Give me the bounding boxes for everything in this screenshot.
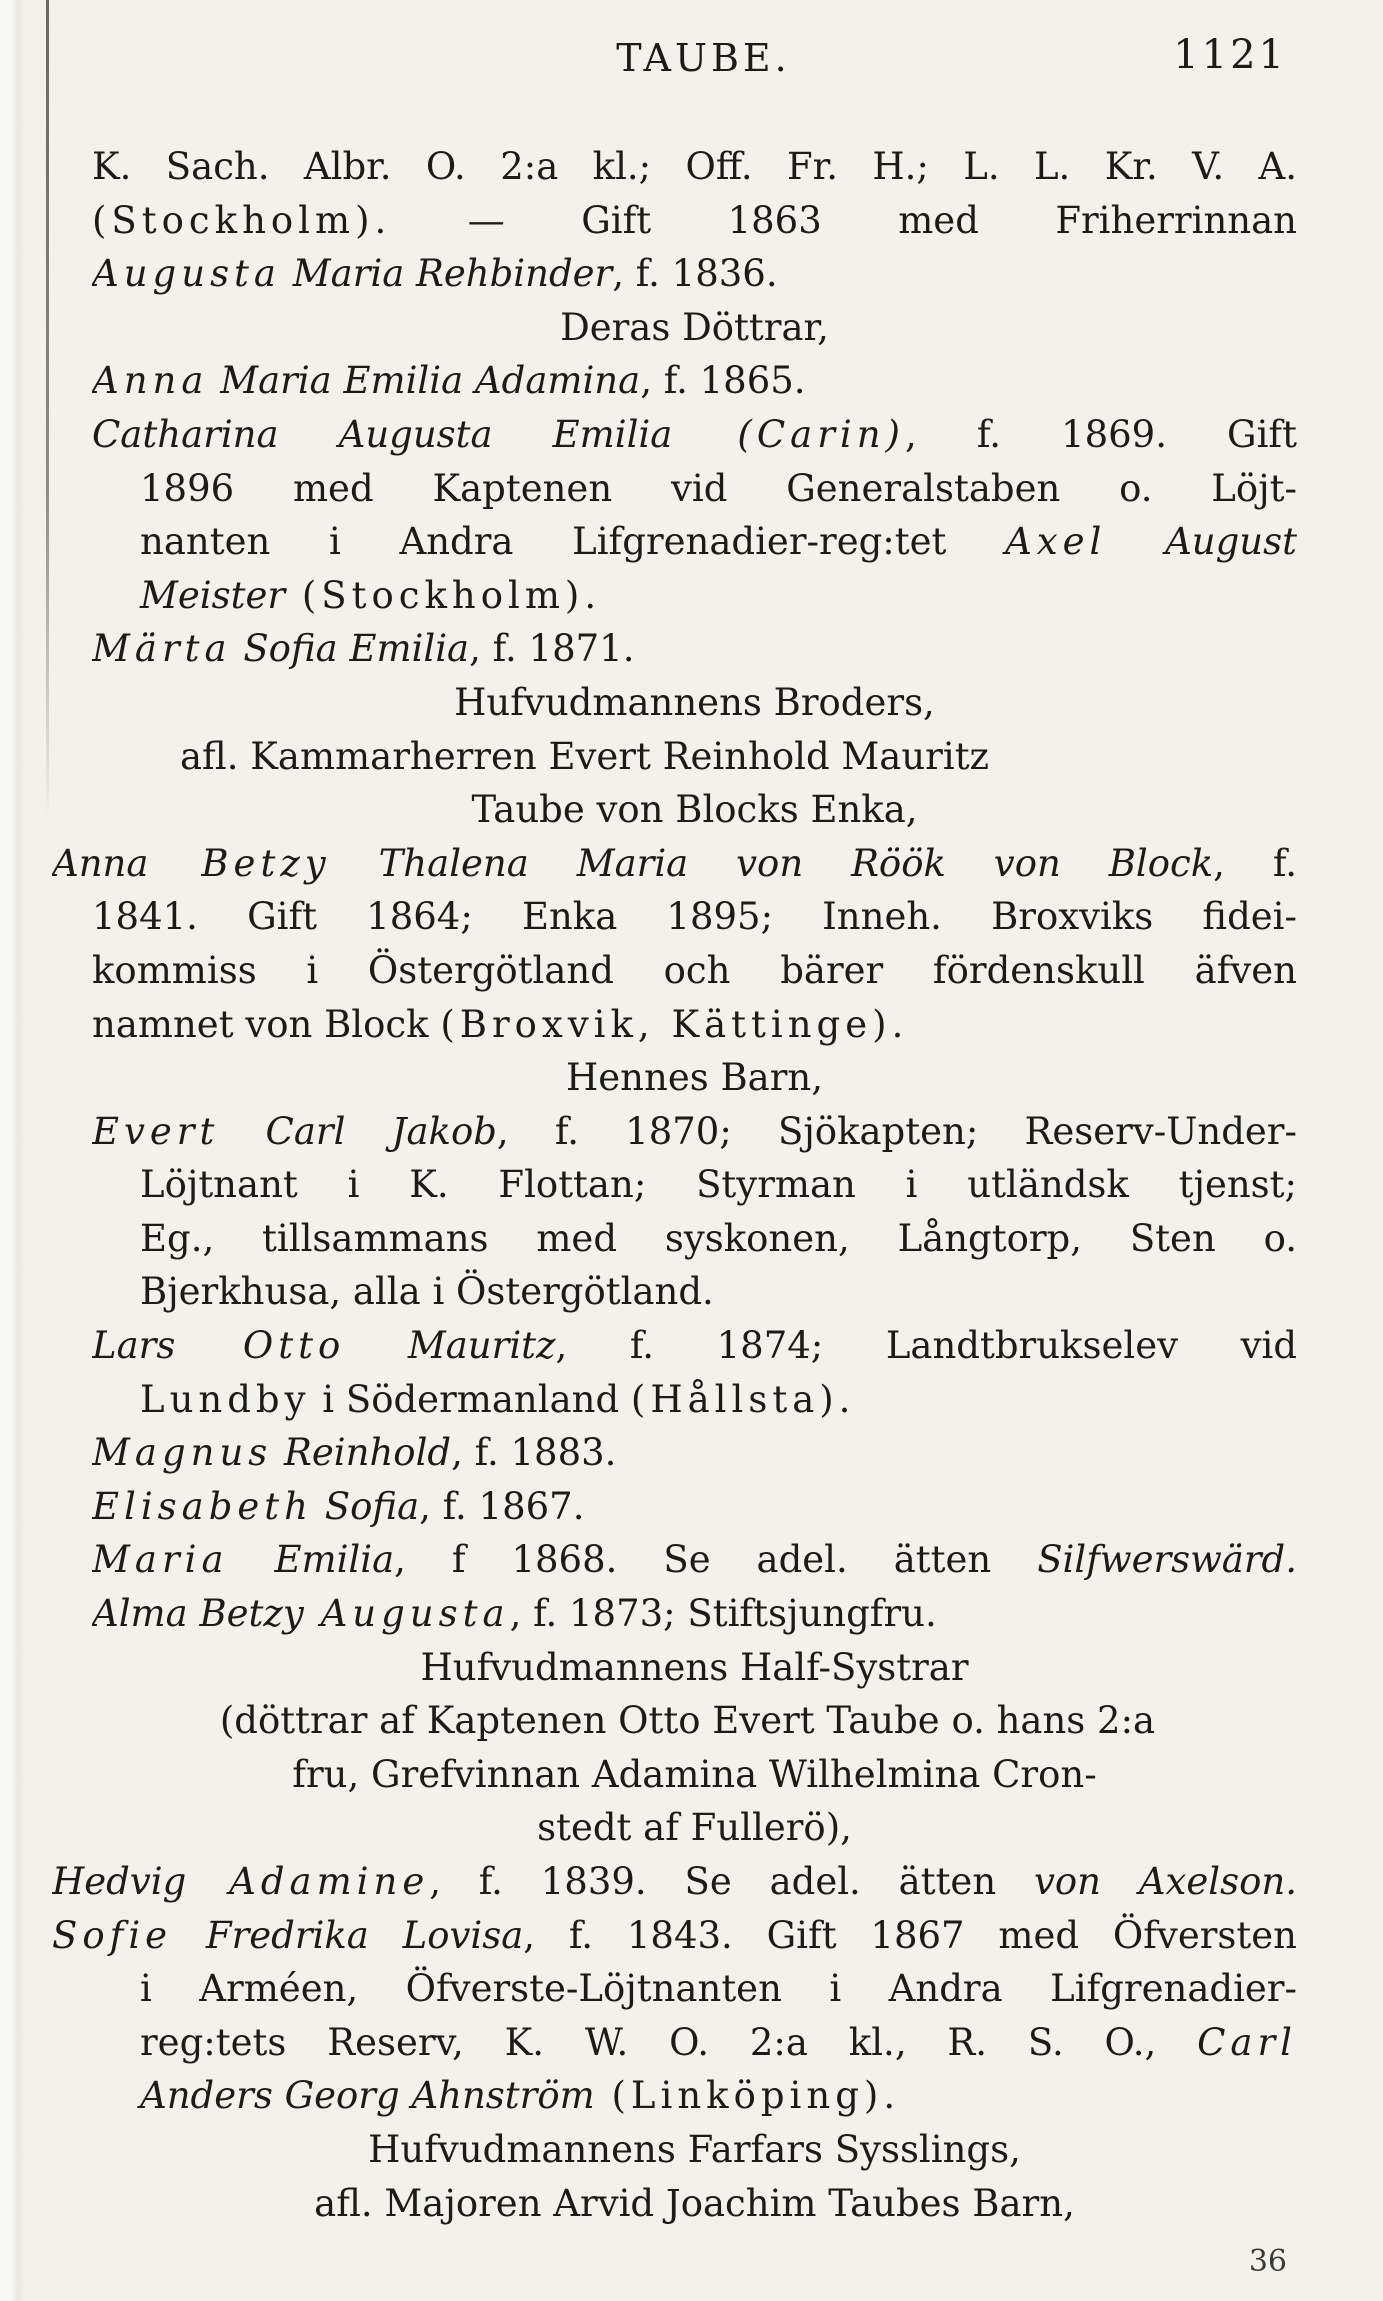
text-segment: Carl xyxy=(1197,2020,1297,2064)
text-segment: Evert xyxy=(92,1109,220,1153)
text-segment: Emilia xyxy=(228,1538,395,1582)
text-segment: (Hållsta). xyxy=(630,1377,856,1421)
text-line xyxy=(92,944,1297,998)
text-line xyxy=(92,247,1297,301)
text-line xyxy=(92,1426,1297,1480)
text-line xyxy=(92,890,1297,944)
text-segment: , f. 1873; Stiftsjungfru. xyxy=(509,1592,937,1636)
page-header xyxy=(120,32,1287,92)
text-segment: (Broxvik, Kättinge). xyxy=(440,1002,909,1046)
text-line xyxy=(92,1641,1297,1695)
text-segment: K. Sach. Albr. O. 2:a kl.; Off. Fr. H.; L. L. Kr. V. A. xyxy=(92,145,1297,188)
text-segment: afl. Majoren Arvid Joachim Taubes Barn, xyxy=(314,2181,1075,2225)
text-segment: Betzy xyxy=(148,841,331,885)
text-segment: Maria Emilia Adamina xyxy=(208,359,641,403)
text-segment: Augusta xyxy=(303,1592,510,1636)
text-segment: 1896 med Kaptenen vid Generalstaben o. Löjt- xyxy=(140,466,1297,510)
page-edge-shadow xyxy=(46,0,49,820)
text-segment: Sofia xyxy=(313,1484,420,1528)
text-segment: Mauritz xyxy=(345,1324,556,1368)
text-line xyxy=(92,462,1297,516)
text-segment: Sofia Emilia xyxy=(231,627,470,671)
text-segment: i Arméen, Öfverste-Löjtnanten i Andra Lifgrenadier- xyxy=(140,1967,1297,2011)
text-segment: reg:tets Reserv, K. W. O. 2:a kl., R. S. O., xyxy=(140,2020,1198,2064)
text-segment: , f. 1870; Sjökapten; Reserv-Under- xyxy=(496,1109,1297,1153)
text-segment: Carl Jakob xyxy=(219,1109,497,1153)
running-title: TAUBE. xyxy=(616,36,791,80)
text-segment: , f. 1865. xyxy=(640,359,806,403)
text-segment: Meister xyxy=(140,573,286,617)
text-line xyxy=(92,569,1297,623)
text-segment: , f. xyxy=(1213,841,1297,885)
text-segment: Sofie xyxy=(52,1913,173,1957)
signature-mark: 36 xyxy=(1248,2244,1287,2279)
text-line xyxy=(92,2123,1297,2177)
text-segment: , f. 1883. xyxy=(451,1431,617,1475)
text-segment: Fredrika Lovisa xyxy=(172,1913,524,1957)
text-line xyxy=(92,1373,1297,1427)
text-line xyxy=(92,2177,1297,2231)
text-segment: i Södermanland xyxy=(310,1377,631,1421)
text-line xyxy=(78,1694,1297,1748)
text-line xyxy=(92,1587,1297,1641)
text-segment: Adamine xyxy=(186,1860,430,1903)
text-segment: Hufvudmannens Half-Systrar xyxy=(420,1645,969,1689)
text-line xyxy=(92,1748,1297,1802)
text-line xyxy=(92,1105,1297,1159)
text-segment: Anders Georg Ahnström xyxy=(140,2074,595,2118)
text-line xyxy=(92,301,1297,355)
text-segment: (Linköping). xyxy=(594,2074,901,2118)
text-segment: Hufvudmannens Broders, xyxy=(454,680,935,724)
text-segment: Lars xyxy=(92,1324,176,1368)
text-segment: , f 1868. Se adel. ätten xyxy=(394,1538,1038,1582)
text-segment: Eg., tillsammans med syskonen, Långtorp, Sten o. xyxy=(140,1216,1297,1260)
text-segment: Taube von Blocks Enka, xyxy=(471,788,918,832)
text-segment: 1841. Gift 1864; Enka 1895; Inneh. Broxviks fidei- xyxy=(92,895,1297,939)
text-segment: (Stockholm). xyxy=(285,573,602,617)
text-line xyxy=(92,2016,1297,2070)
text-segment: Silfwerswärd. xyxy=(1037,1538,1297,1582)
text-segment: , f. 1869. Gift xyxy=(905,412,1297,456)
text-line xyxy=(92,1265,1297,1319)
text-segment: Magnus xyxy=(92,1431,273,1475)
text-segment: , f. 1843. Gift 1867 med Öfversten xyxy=(523,1913,1297,1957)
text-segment: (Carin) xyxy=(672,412,905,456)
text-segment: nanten i Andra Lifgrenadier-reg:tet xyxy=(140,520,1006,564)
text-segment: Hennes Barn, xyxy=(566,1056,823,1100)
text-line xyxy=(92,783,1297,837)
text-segment: , f. 1871. xyxy=(469,627,635,671)
text-line xyxy=(92,1051,1297,1105)
text-line xyxy=(92,515,1297,569)
text-line xyxy=(92,194,1297,248)
text-segment: Axel xyxy=(1005,520,1107,564)
text-segment: , f. 1874; Landtbrukselev vid xyxy=(555,1324,1297,1368)
page-binding-edge xyxy=(0,0,26,2301)
text-segment: Otto xyxy=(175,1324,346,1368)
text-segment: , f. 1839. Se adel. ätten xyxy=(429,1860,1034,1903)
text-line xyxy=(92,1319,1297,1373)
page-number: 1121 xyxy=(1173,32,1287,78)
text-segment: Anna xyxy=(92,359,209,403)
text-segment: Maria Rehbinder xyxy=(280,252,613,296)
text-line xyxy=(92,408,1297,462)
text-line xyxy=(52,1909,1297,1963)
text-segment: Märta xyxy=(92,627,232,671)
text-segment: von Axelson. xyxy=(1033,1860,1297,1903)
text-segment: Hufvudmannens Farfars Sysslings, xyxy=(368,2127,1021,2171)
text-segment: (Stockholm). xyxy=(92,198,392,242)
genealogy-text xyxy=(52,140,1297,2230)
text-line xyxy=(92,1158,1297,1212)
text-segment: Maria xyxy=(92,1538,229,1582)
text-line xyxy=(52,1855,1297,1909)
text-segment: (döttrar af Kaptenen Otto Evert Taube o. hans 2:a xyxy=(219,1699,1156,1743)
text-segment: fru, Grefvinnan Adamina Wilhelmina Cron- xyxy=(292,1752,1097,1796)
text-line xyxy=(92,354,1297,408)
text-line xyxy=(92,1801,1297,1855)
text-line xyxy=(92,1533,1297,1587)
text-line xyxy=(92,622,1297,676)
text-segment: afl. Kammarherren Evert Reinhold Mauritz xyxy=(180,734,990,778)
text-segment: Thalena Maria von Röök von Block xyxy=(330,841,1214,885)
text-line xyxy=(92,1962,1297,2016)
text-segment: Bjerkhusa, alla i Östergötland. xyxy=(140,1270,714,1314)
text-segment: stedt af Fullerö), xyxy=(537,1806,852,1850)
text-segment: , f. 1836. xyxy=(612,252,778,296)
text-segment: kommiss i Östergötland och bärer fördenskull äfven xyxy=(92,948,1297,992)
text-segment: Anna xyxy=(52,841,149,885)
text-line xyxy=(92,998,1297,1052)
text-segment: — Gift 1863 med Friherrinnan xyxy=(391,198,1297,242)
text-segment: Reinhold xyxy=(272,1431,452,1475)
text-segment: August xyxy=(1106,520,1297,564)
text-line xyxy=(92,1480,1297,1534)
text-line xyxy=(92,676,1297,730)
text-line xyxy=(92,730,1297,784)
text-segment: namnet von Block xyxy=(92,1002,441,1046)
text-segment: Catharina Augusta Emilia xyxy=(92,412,673,456)
text-segment: Hedvig xyxy=(52,1860,187,1903)
text-line xyxy=(52,837,1297,891)
text-segment: Augusta xyxy=(92,252,281,296)
text-segment: Elisabeth xyxy=(92,1484,314,1528)
text-segment: Deras Döttrar, xyxy=(560,305,829,349)
text-segment: Lundby xyxy=(140,1377,311,1421)
text-segment: Alma Betzy xyxy=(92,1592,304,1636)
text-segment: Löjtnant i K. Flottan; Styrman i utländsk tjenst; xyxy=(140,1163,1297,1207)
text-line xyxy=(92,1212,1297,1266)
text-line xyxy=(92,140,1297,194)
text-line xyxy=(92,2069,1297,2123)
text-segment: , f. 1867. xyxy=(419,1484,585,1528)
